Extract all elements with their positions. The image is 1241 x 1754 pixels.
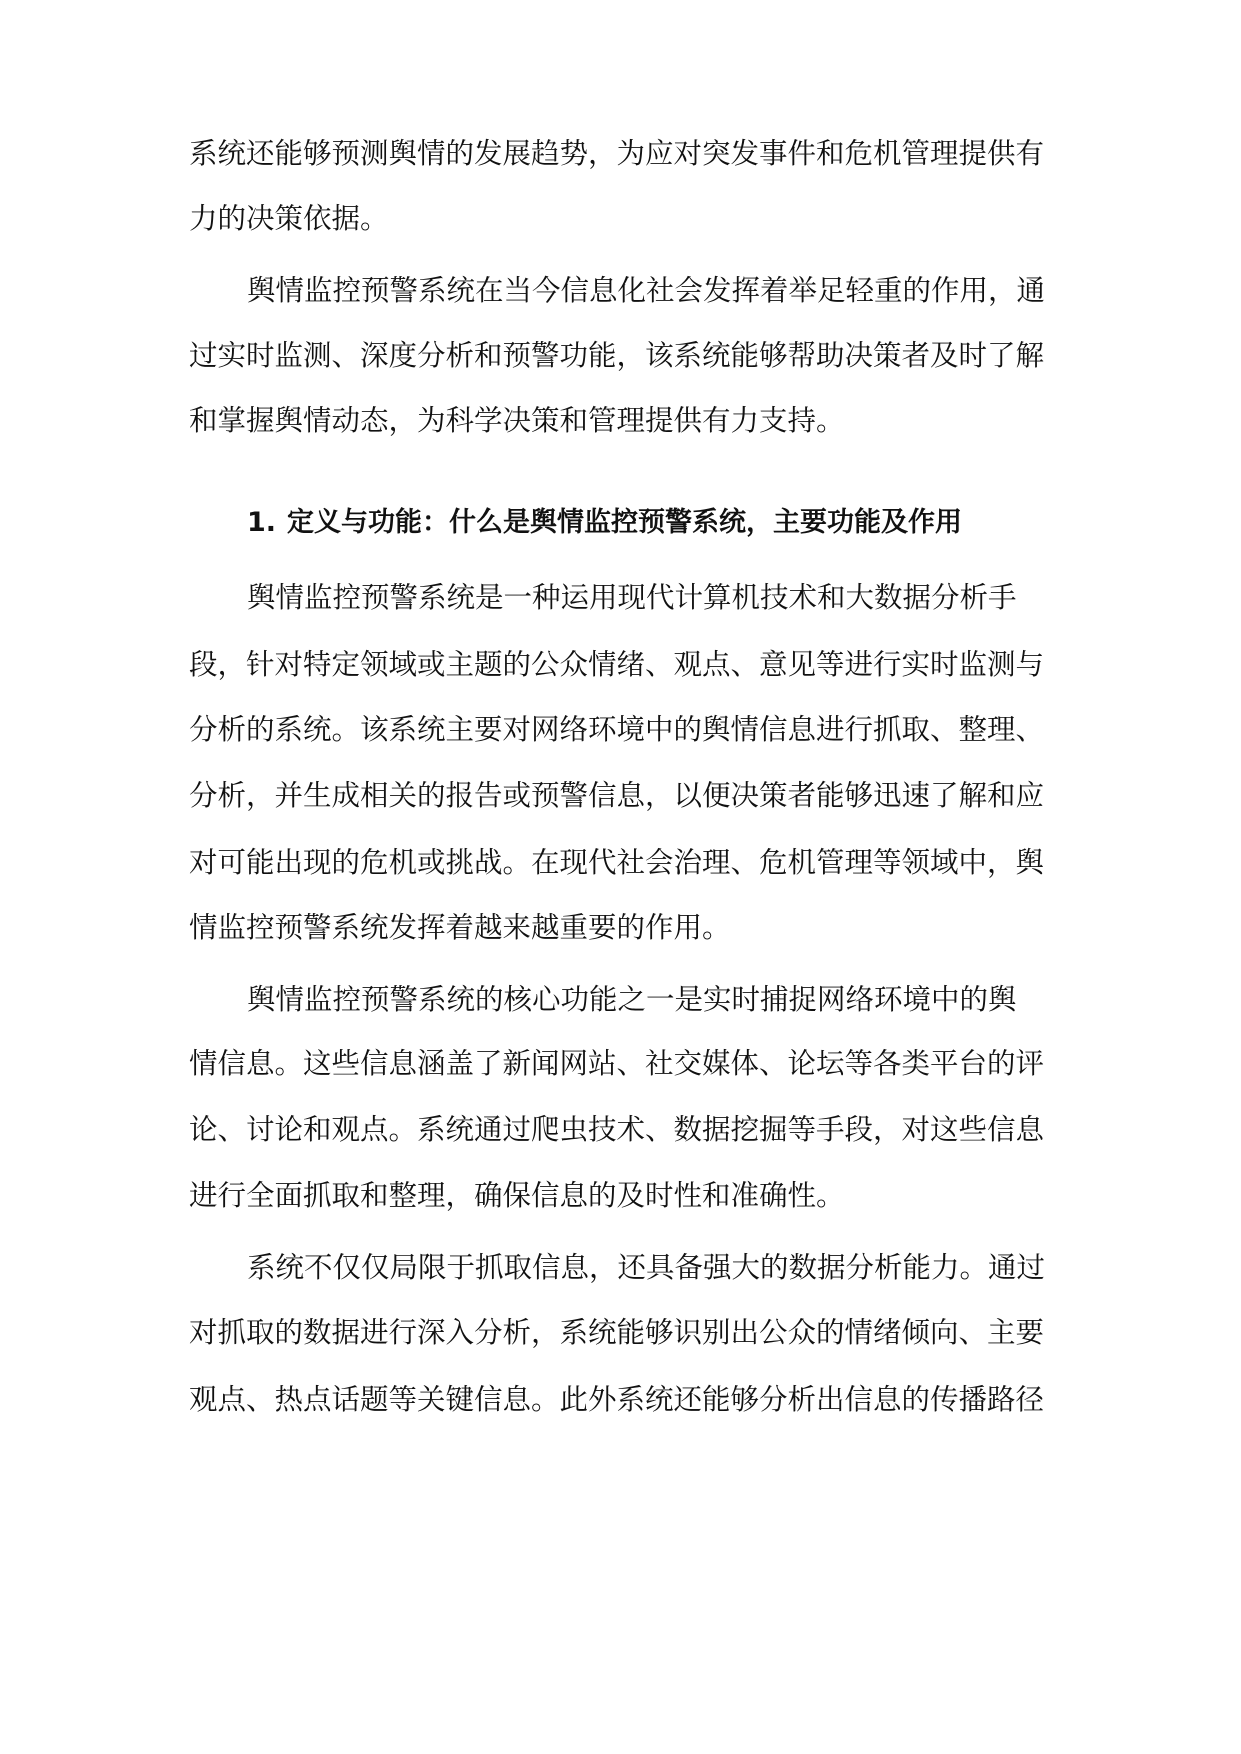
paragraph-line: 系统不仅仅局限于抓取信息，还具备强大的数据分析能力。通过 <box>247 1251 1046 1284</box>
paragraph-line: 进行全面抓取和整理，确保信息的及时性和准确性。 <box>189 1179 845 1212</box>
paragraph-line: 情监控预警系统发挥着越来越重要的作用。 <box>189 911 731 944</box>
paragraph-line: 分析，并生成相关的报告或预警信息，以便决策者能够迅速了解和应 <box>189 779 1045 812</box>
paragraph-line: 系统还能够预测舆情的发展趋势，为应对突发事件和危机管理提供有 <box>189 137 1045 170</box>
paragraph-line: 对可能出现的危机或挑战。在现代社会治理、危机管理等领域中，舆 <box>189 846 1045 879</box>
paragraph-line: 情信息。这些信息涵盖了新闻网站、社交媒体、论坛等各类平台的评 <box>189 1047 1045 1080</box>
paragraph-line: 过实时监测、深度分析和预警功能，该系统能够帮助决策者及时了解 <box>189 339 1045 372</box>
paragraph-line: 舆情监控预警系统的核心功能之一是实时捕捉网络环境中的舆 <box>247 983 1017 1016</box>
paragraph-line: 舆情监控预警系统在当今信息化社会发挥着举足轻重的作用，通 <box>247 274 1046 307</box>
paragraph-line: 观点、热点话题等关键信息。此外系统还能够分析出信息的传播路径 <box>189 1383 1045 1416</box>
paragraph-line: 分析的系统。该系统主要对网络环境中的舆情信息进行抓取、整理、 <box>189 713 1045 746</box>
section-title: 定义与功能：什么是舆情监控预警系统，主要功能及作用 <box>287 507 962 538</box>
paragraph-line: 力的决策依据。 <box>189 202 389 235</box>
paragraph-line: 论、讨论和观点。系统通过爬虫技术、数据挖掘等手段，对这些信息 <box>189 1113 1045 1146</box>
paragraph-line: 舆情监控预警系统是一种运用现代计算机技术和大数据分析手 <box>247 581 1017 614</box>
section-number: 1. <box>247 507 277 538</box>
section-heading <box>247 495 1054 551</box>
paragraph-line: 对抓取的数据进行深入分析，系统能够识别出公众的情绪倾向、主要 <box>189 1316 1045 1349</box>
paragraph-line: 和掌握舆情动态，为科学决策和管理提供有力支持。 <box>189 404 845 437</box>
paragraph-line: 段，针对特定领域或主题的公众情绪、观点、意见等进行实时监测与 <box>189 648 1045 681</box>
